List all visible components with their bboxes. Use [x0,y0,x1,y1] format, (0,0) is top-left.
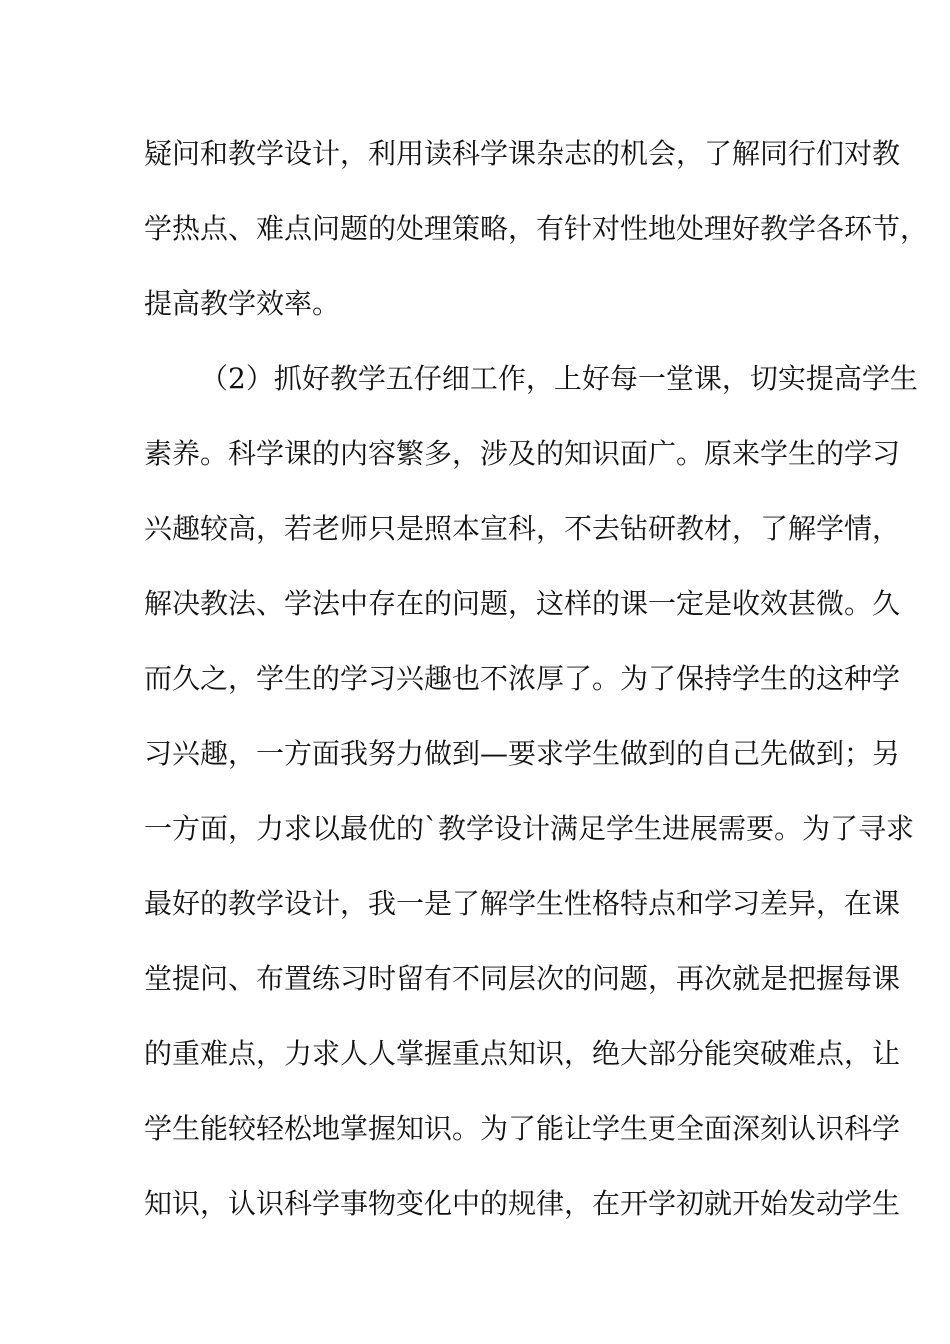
text-line-3: 提高教学效率。 [144,287,341,320]
text-line-14: 学生能较轻松地掌握知识。为了能让学生更全面深刻认识科学 [144,1112,901,1145]
text-line-4: （2）抓好教学五仔细工作，上好每一堂课，切实提高学生 [200,362,918,395]
text-line-12: 堂提问、布置练习时留有不同层次的问题，再次就是把握每课 [144,962,901,995]
text-line-5: 素养。科学课的内容繁多，涉及的知识面广。原来学生的学习 [144,437,901,470]
text-line-2: 学热点、难点问题的处理策略，有针对性地处理好教学各环节， [144,212,929,245]
text-line-1: 疑问和教学设计，利用读科学课杂志的机会，了解同行们对教 [144,137,901,170]
text-line-8: 而久之，学生的学习兴趣也不浓厚了。为了保持学生的这种学 [144,662,901,695]
text-line-9: 习兴趣，一方面我努力做到—要求学生做到的自己先做到；另 [144,737,901,770]
text-line-7: 解决教法、学法中存在的问题，这样的课一定是收效甚微。久 [144,587,901,620]
text-line-6: 兴趣较高，若老师只是照本宣科，不去钻研教材，了解学情， [144,512,901,545]
text-line-10: 一方面，力求以最优的`教学设计满足学生进展需要。为了寻求 [144,812,915,845]
text-line-11: 最好的教学设计，我一是了解学生性格特点和学习差异，在课 [144,887,901,920]
text-line-13: 的重难点，力求人人掌握重点知识，绝大部分能突破难点，让 [144,1037,901,1070]
text-line-15: 知识，认识科学事物变化中的规律，在开学初就开始发动学生 [144,1187,901,1220]
